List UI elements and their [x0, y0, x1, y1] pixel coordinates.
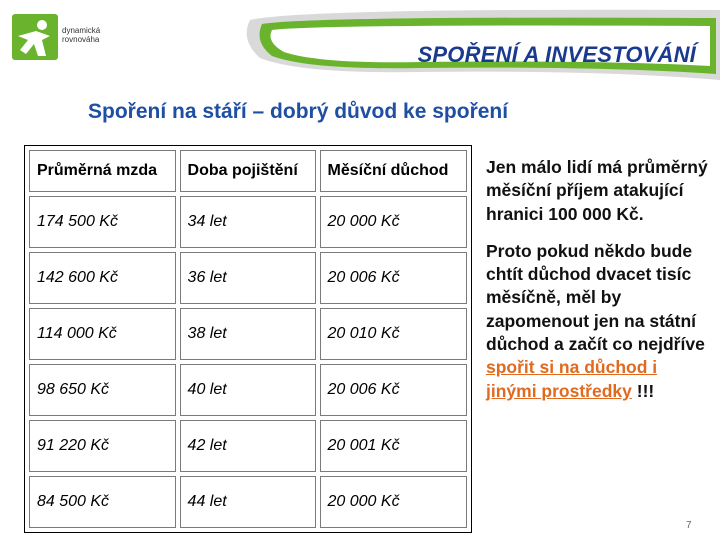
table-row	[29, 196, 467, 248]
banner-title: SPOŘENÍ A INVESTOVÁNÍ	[417, 42, 696, 67]
cell-wage: 174 500 Kč	[29, 196, 176, 248]
logo-line-2: rovnováha	[62, 35, 100, 44]
savings-link[interactable]: spořit si na důchod i jinými prostředky	[486, 357, 658, 401]
cell-wage: 98 650 Kč	[29, 364, 176, 416]
side-paragraph-2	[486, 240, 712, 403]
cell-period: 44 let	[180, 476, 316, 528]
table-row	[29, 252, 467, 304]
table-header-row	[29, 150, 467, 192]
table-row	[29, 476, 467, 528]
cell-period: 40 let	[180, 364, 316, 416]
cell-wage: 84 500 Kč	[29, 476, 176, 528]
cell-period: 36 let	[180, 252, 316, 304]
cell-period: 34 let	[180, 196, 316, 248]
cell-pension: 20 006 Kč	[320, 364, 467, 416]
table-row	[29, 364, 467, 416]
page-number: 7	[686, 520, 692, 531]
cell-wage: 91 220 Kč	[29, 420, 176, 472]
cell-period: 38 let	[180, 308, 316, 360]
cell-wage: 114 000 Kč	[29, 308, 176, 360]
cell-wage: 142 600 Kč	[29, 252, 176, 304]
header-monthly-pension: Měsíční důchod	[320, 150, 467, 192]
table-row	[29, 420, 467, 472]
side-paragraph-2-text: Proto pokud někdo bude chtít důchod dvacet tisíc měsíčně, měl by zapomenout jen na státní důchod a začít co nejdříve	[486, 240, 705, 355]
logo-mark	[12, 14, 58, 60]
header-insurance-period: Doba pojištění	[180, 150, 316, 192]
pension-table	[24, 145, 472, 533]
cell-period: 42 let	[180, 420, 316, 472]
side-paragraph-1: Jen málo lidí má průměrný měsíční příjem atakující hranici 100 000 Kč.	[486, 157, 708, 224]
cell-pension: 20 000 Kč	[320, 196, 467, 248]
cell-pension: 20 006 Kč	[320, 252, 467, 304]
table-row	[29, 308, 467, 360]
logo-text	[62, 26, 100, 44]
slide-heading: Spoření na stáří – dobrý důvod ke spoření	[88, 100, 509, 123]
cell-pension: 20 001 Kč	[320, 420, 467, 472]
side-text	[486, 156, 712, 417]
header-average-wage: Průměrná mzda	[29, 150, 176, 192]
cell-pension: 20 000 Kč	[320, 476, 467, 528]
cell-pension: 20 010 Kč	[320, 308, 467, 360]
logo	[12, 14, 116, 62]
logo-line-1: dynamická	[62, 26, 101, 35]
side-paragraph-2-end: !!!	[631, 380, 655, 401]
